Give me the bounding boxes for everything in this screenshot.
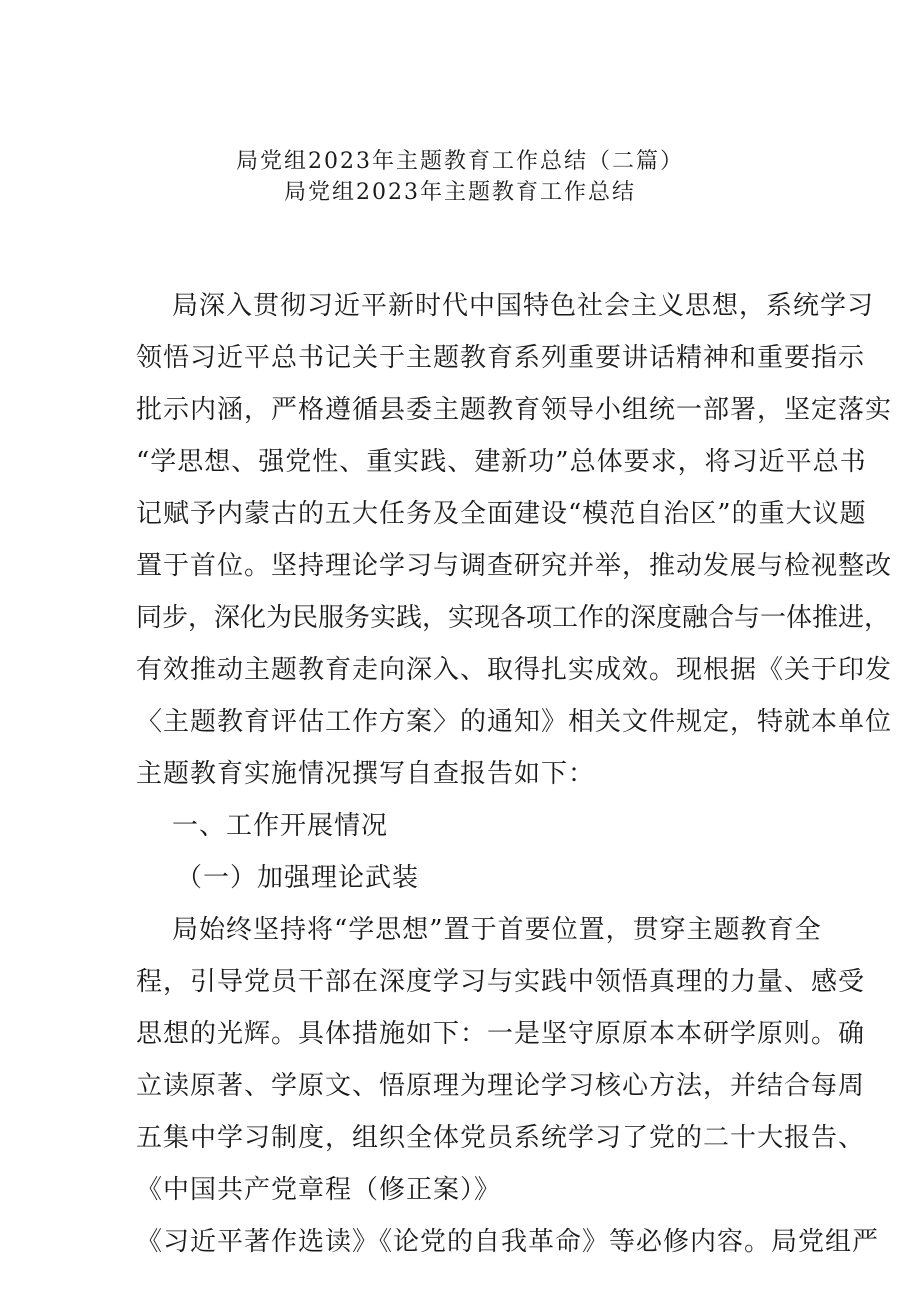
- paragraph-line: 局深入贯彻习近平新时代中国特色社会主义思想，系统学习: [172, 291, 875, 321]
- paragraph-line: 批示内涵，严格遵循县委主题教育领导小组统一部署，坚定落实: [136, 395, 893, 425]
- document-subtitle: 局党组2023年主题教育工作总结: [284, 180, 636, 205]
- paragraph-line: 五集中学习制度，组织全体党员系统学习了党的二十大报告、: [136, 1123, 866, 1153]
- document-body: [136, 280, 893, 1268]
- paragraph-line: 置于首位。坚持理论学习与调查研究并举，推动发展与检视整改: [136, 551, 893, 581]
- document-title: 局党组2023年主题教育工作总结（二篇）: [236, 149, 684, 174]
- paragraph-line: 领悟习近平总书记关于主题教育系列重要讲话精神和重要指示: [136, 343, 866, 373]
- document-title-block: [0, 146, 920, 208]
- paragraph-line: 《中国共产党章程（修正案）》: [136, 1175, 502, 1205]
- paragraph-line: 立读原著、学原文、悟原理为理论学习核心方法，并结合每周: [136, 1071, 866, 1101]
- paragraph-line: 有效推动主题教育走向深入、取得扎实成效。现根据《关于印发: [136, 655, 893, 685]
- paragraph-line: “学思想、强党性、重实践、建新功”总体要求，将习近平总书: [136, 447, 867, 477]
- paragraph-line: 记赋予内蒙古的五大任务及全面建设“模范自治区”的重大议题: [136, 499, 867, 529]
- paragraph-line: 《习近平著作选读》《论党的自我革命》等必修内容。局党组严: [136, 1227, 880, 1257]
- paragraph-line: 程，引导党员干部在深度学习与实践中领悟真理的力量、感受: [136, 967, 866, 997]
- paragraph-line: 主题教育实施情况撰写自查报告如下：: [136, 759, 596, 789]
- paragraph-line: 局始终坚持将“学思想”置于首要位置，贯穿主题教育全: [172, 915, 822, 945]
- section-heading: 一、工作开展情况: [172, 811, 389, 841]
- paragraph-line: 思想的光辉。具体措施如下：一是坚守原原本本研学原则。确: [136, 1019, 866, 1049]
- subsection-heading: （一）加强理论武装: [176, 863, 420, 893]
- paragraph-line: 〈主题教育评估工作方案〉的通知》相关文件规定，特就本单位: [136, 707, 893, 737]
- paragraph-line: 同步，深化为民服务实践，实现各项工作的深度融合与一体推进，: [136, 603, 891, 633]
